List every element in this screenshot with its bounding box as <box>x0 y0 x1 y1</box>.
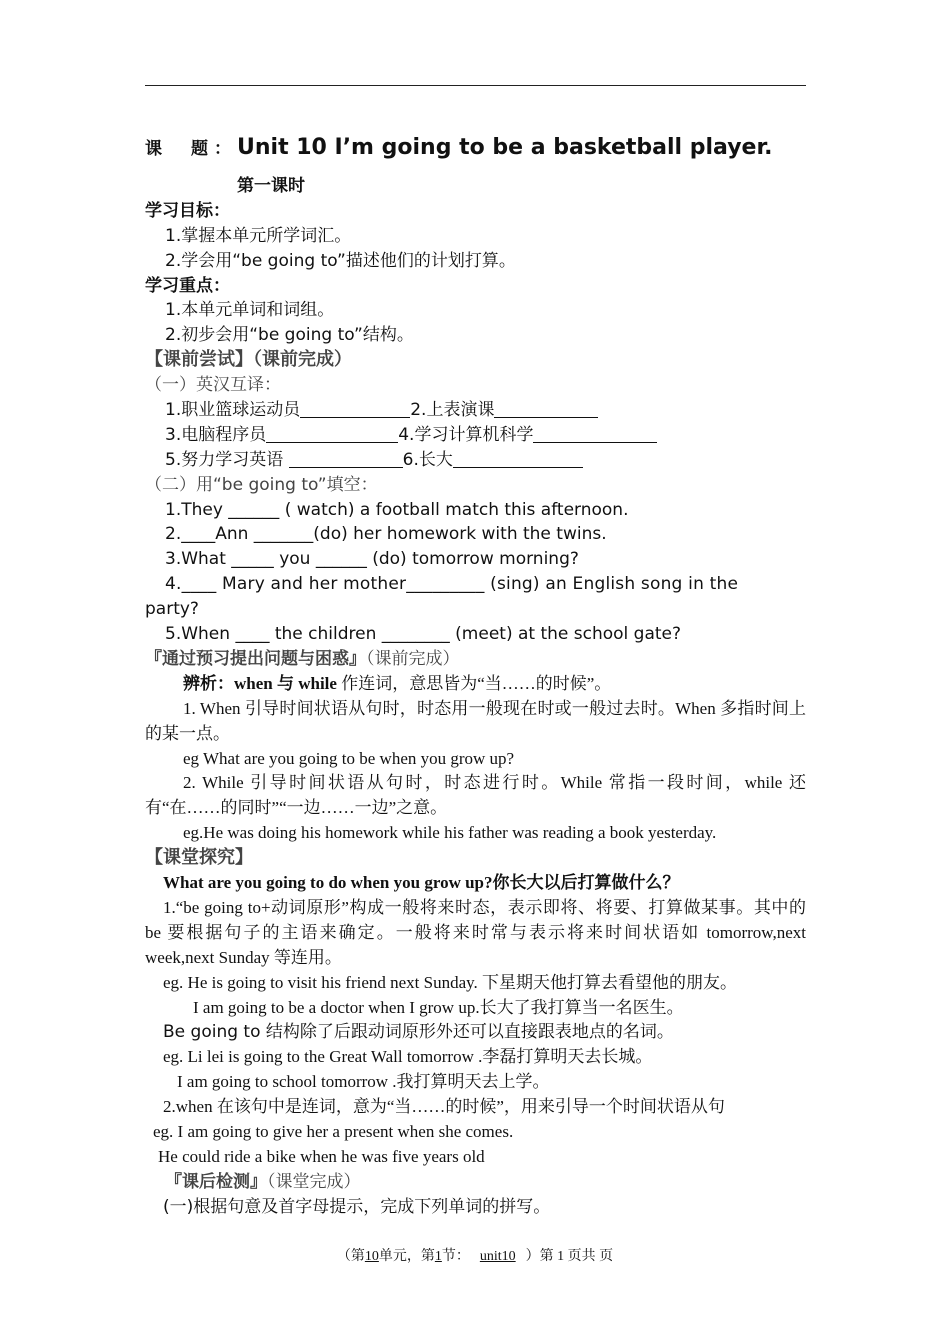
post-heading-line <box>145 1170 806 1195</box>
footer-text: 单元，第 <box>378 1249 435 1264</box>
footer-text: （第 <box>336 1249 365 1264</box>
goal-item: 1.掌握本单元所学词汇。 <box>165 225 352 246</box>
lesson-number: 第一课时 <box>237 176 305 196</box>
preview-heading-line <box>145 647 806 672</box>
analysis-line <box>145 672 806 697</box>
translate-row <box>145 448 806 473</box>
post-heading-note: （课堂完成） <box>267 1171 361 1191</box>
answer-blank[interactable] <box>453 449 583 468</box>
example-sentence: eg.He was doing his homework while his father was reading a book yesterday. <box>183 823 717 843</box>
fill-heading: （二）用“be going to”填空： <box>145 474 378 495</box>
fill-item: 4.____ Mary and her mother_________ (sing) an English song in the <box>165 574 739 595</box>
translate-item: 1.职业篮球运动员 <box>165 400 301 421</box>
answer-blank[interactable] <box>533 424 657 443</box>
example-sentence: eg What are you going to be when you grow up? <box>183 748 515 768</box>
title-label: 课 题： <box>145 139 237 159</box>
focus-item: 2.初步会用“be going to”结构。 <box>165 325 414 346</box>
preview-heading: 『通过预习提出问题与困惑』 <box>145 648 366 669</box>
focus-heading: 学习重点： <box>145 275 230 296</box>
explore-point: 2.when 在该句中是连词，意为“当……的时候”，用来引导一个时间状语从句 <box>163 1097 725 1117</box>
explore-heading: 【课堂探究】 <box>145 847 253 869</box>
footer-text: ）第 1 页共 页 <box>525 1249 614 1264</box>
example-sentence: He could ride a bike when he was five years old <box>158 1146 485 1166</box>
translate-item: 5.努力学习英语 <box>165 449 289 470</box>
example-sentence: eg. He is going to visit his friend next Sunday. 下星期天他打算去看望他的朋友。 <box>163 972 738 992</box>
explore-note: Be going to 结构除了后跟动词原形外还可以直接跟表地点的名词。 <box>163 1022 674 1043</box>
translate-item: 2.上表演课 <box>410 400 495 421</box>
translate-heading: （一）英汉互译： <box>145 375 281 396</box>
example-sentence: eg. I am going to give her a present when she comes. <box>153 1121 514 1141</box>
preview-heading-note: （课前完成） <box>366 648 460 668</box>
fill-item: 2.____Ann _______(do) her homework with the twins. <box>165 524 607 545</box>
answer-blank[interactable] <box>494 399 598 418</box>
post-part-heading: (一)根据句意及首字母提示，完成下列单词的拼写。 <box>163 1196 551 1217</box>
footer-unit-number: 10 <box>364 1249 379 1264</box>
focus-item: 1.本单元单词和词组。 <box>165 300 335 321</box>
page-footer <box>0 1245 950 1265</box>
footer-section-number: 1 <box>434 1249 442 1264</box>
translate-item: 3.电脑程序员 <box>165 424 267 445</box>
footer-topic: unit10 <box>479 1249 516 1264</box>
fill-item: 3.What _____ you ______ (do) tomorrow morning? <box>165 549 579 570</box>
example-sentence: I am going to be a doctor when I grow up.长大了我打算当一名医生。 <box>193 997 684 1017</box>
translate-row <box>145 423 806 448</box>
worksheet <box>145 130 806 1220</box>
answer-blank[interactable] <box>266 424 398 443</box>
fill-item: 1.They ______ ( watch) a football match this afternoon. <box>165 499 629 520</box>
example-sentence: I am going to school tomorrow .我打算明天去上学。 <box>177 1072 550 1092</box>
answer-blank[interactable] <box>300 399 410 418</box>
translate-item: 6.长大 <box>402 449 453 470</box>
goal-item: 2.学会用“be going to”描述他们的计划打算。 <box>165 250 516 271</box>
lesson-title <box>145 130 806 166</box>
fill-item-cont: party? <box>145 599 199 620</box>
analysis-point: 1. When 引导时间状语从句时，时态用一般现在时或一般过去时。When 多指时间上的某一点。 <box>145 698 806 743</box>
title-text: Unit 10 I’m going to be a basketball player. <box>237 135 773 160</box>
explore-question: What are you going to do when you grow up?你长大以后打算做什么？ <box>163 873 680 892</box>
fill-item: 5.When ____ the children ________ (meet) at the school gate? <box>165 624 682 645</box>
analysis-point: 2. While 引导时间状语从句时，时态进行时。While 常指一段时间，while 还有“在……的同时”“一边……一边”之意。 <box>145 773 806 818</box>
pretest-heading: 【课前尝试】（课前完成） <box>145 349 352 371</box>
answer-blank[interactable] <box>289 449 403 468</box>
example-sentence: eg. Li lei is going to the Great Wall tomorrow .李磊打算明天去长城。 <box>163 1047 653 1067</box>
analysis-text: 作连词，意思皆为“当……的时候”。 <box>336 673 612 693</box>
translate-row <box>145 398 806 423</box>
analysis-label: 辨析：when 与 while <box>183 673 337 693</box>
goals-heading: 学习目标： <box>145 200 230 221</box>
post-heading: 『课后检测』 <box>165 1171 267 1192</box>
footer-text: 节： <box>441 1249 470 1264</box>
translate-item: 4.学习计算机科学 <box>398 424 534 445</box>
header-rule <box>145 85 806 86</box>
explore-point: 1.“be going to+动词原形”构成一般将来时态，表示即将、将要、打算做某事。其中的 be 要根据句子的主语来确定。一般将来时常与表示将来时间状语如 tomorrow,next week,next Sunday 等连用。 <box>145 897 806 967</box>
